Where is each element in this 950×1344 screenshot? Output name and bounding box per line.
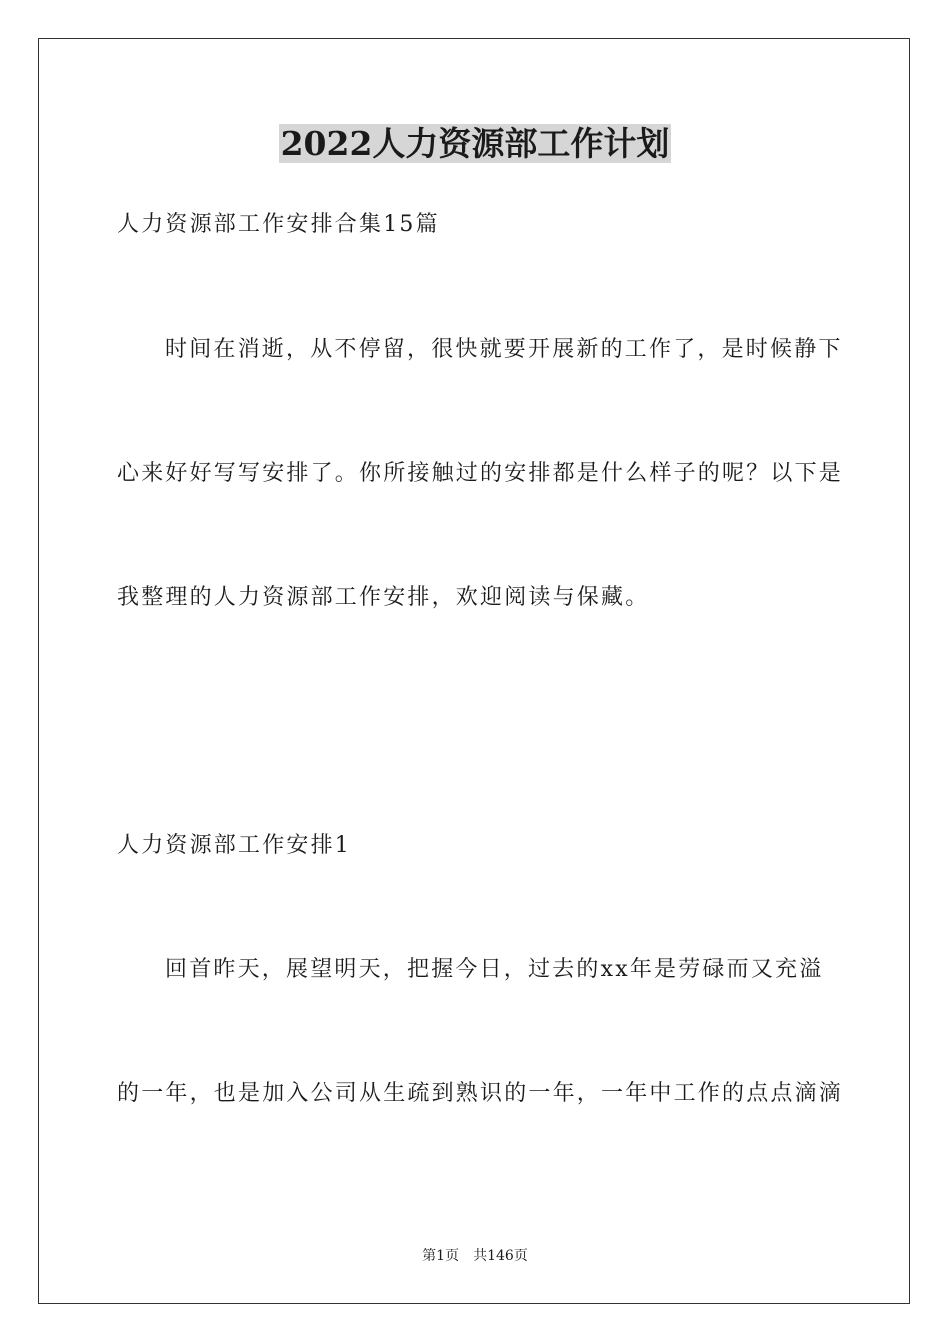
page-number: 第1页 [422,1248,460,1264]
document-title [0,122,950,166]
section-line-1: 回首昨天，展望明天，把握今日，过去的xx年是劳碌而又充溢 [165,957,824,982]
intro-line-1: 时间在消逝，从不停留，很快就要开展新的工作了，是时候静下 [165,337,843,362]
page-total: 共146页 [473,1248,528,1264]
page-footer [0,1246,950,1266]
section-line-2: 的一年，也是加入公司从生疏到熟识的一年，一年中工作的点点滴滴 [117,1081,844,1106]
section-heading: 人力资源部工作安排1 [117,833,351,858]
intro-line-2: 心来好好写写安排了。你所接触过的安排都是什么样子的呢？以下是 [117,461,844,486]
document-title-text: 2022人力资源部工作计划 [280,124,670,163]
intro-line-3: 我整理的人力资源部工作安排，欢迎阅读与保藏。 [117,585,650,610]
document-subtitle: 人力资源部工作安排合集15篇 [117,212,440,237]
